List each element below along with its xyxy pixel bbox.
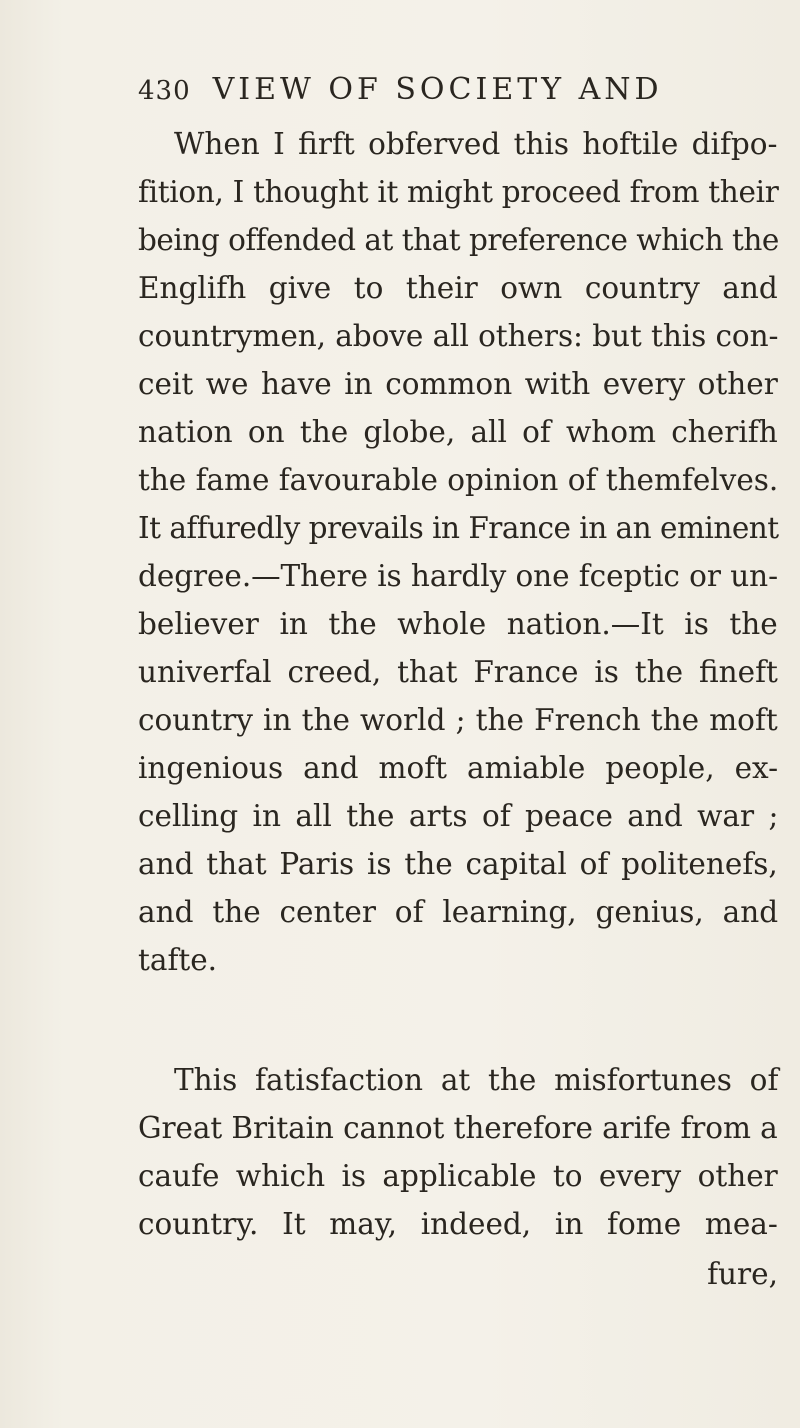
text-line: believer in the whole nation.—It is the: [138, 607, 778, 641]
text-line: When I firft obferved this hoftile difpo-: [174, 127, 778, 161]
text-line: ceit we have in common with every other: [138, 367, 778, 401]
text-line: country in the world ; the French the moft: [138, 703, 778, 737]
text-line: the fame favourable opinion of themfelves.: [138, 463, 779, 497]
text-line: celling in all the arts of peace and war ;: [138, 799, 779, 833]
text-line: and the center of learning, genius, and: [138, 895, 779, 929]
text-line: Great Britain cannot therefore arife from a: [138, 1111, 778, 1145]
text-line: Englifh give to their own country and: [138, 271, 778, 305]
text-line: tafte.: [138, 943, 218, 977]
text-line: countrymen, above all others: but this con-: [138, 319, 779, 353]
text-line: fition, I thought it might proceed from their: [138, 175, 779, 209]
text-line: degree.—There is hardly one fceptic or un-: [138, 559, 778, 593]
text-line: nation on the globe, all of whom cherifh: [138, 415, 778, 449]
text-line: caufe which is applicable to every other: [138, 1159, 778, 1193]
page-number: 430: [138, 76, 191, 106]
text-line: country. It may, indeed, in fome mea-: [138, 1207, 778, 1241]
text-line: This fatisfaction at the misfortunes of: [174, 1063, 779, 1097]
text-line: and that Paris is the capital of politenefs,: [138, 847, 778, 881]
text-line: being offended at that preference which the: [138, 223, 779, 257]
text-line: It affuredly prevails in France in an eminent: [138, 511, 779, 545]
running-head: VIEW OF SOCIETY AND: [212, 72, 663, 107]
text-line: univerfal creed, that France is the fineft: [138, 655, 778, 689]
text-line: ingenious and moft amiable people, ex-: [138, 751, 779, 785]
catchword: fure,: [707, 1257, 778, 1291]
page-header: [138, 72, 738, 112]
